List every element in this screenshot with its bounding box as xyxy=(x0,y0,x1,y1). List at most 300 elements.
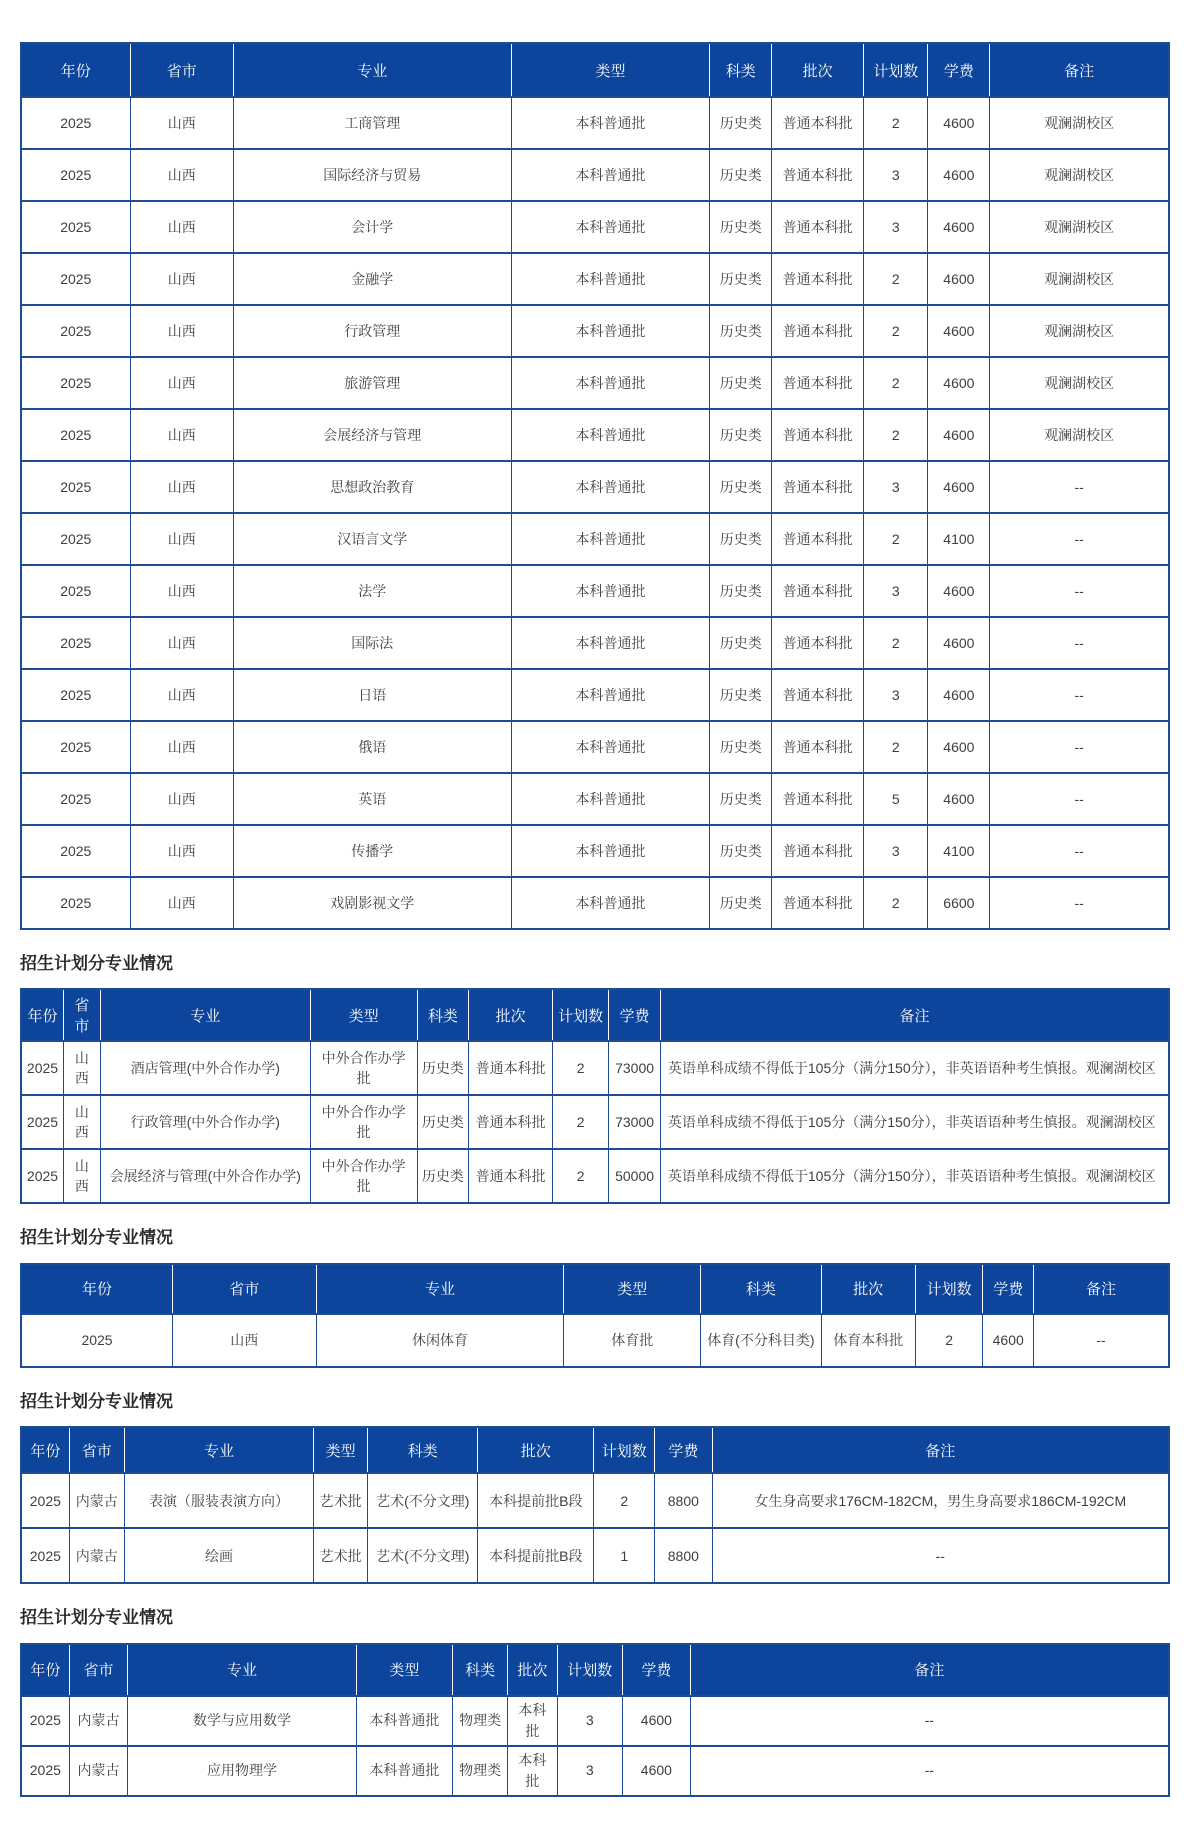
column-header: 备注 xyxy=(690,1644,1169,1696)
table-cell: 2025 xyxy=(21,1746,69,1796)
table-cell: 山西 xyxy=(130,513,233,565)
table-cell: 普通本科批 xyxy=(772,149,864,201)
column-header: 计划数 xyxy=(557,1644,622,1696)
table-cell: 观澜湖校区 xyxy=(990,201,1169,253)
table-row xyxy=(21,1696,1169,1746)
table-cell: 山西 xyxy=(130,773,233,825)
table-cell: 历史类 xyxy=(710,513,772,565)
table-cell: 会展经济与管理 xyxy=(233,409,511,461)
shanxi-sports-table xyxy=(20,1263,1170,1368)
column-header: 年份 xyxy=(21,989,63,1041)
table-cell: 普通本科批 xyxy=(772,773,864,825)
column-header: 批次 xyxy=(772,43,864,97)
table-cell: -- xyxy=(990,825,1169,877)
table-cell: 历史类 xyxy=(710,305,772,357)
table-cell: 传播学 xyxy=(233,825,511,877)
table-cell: 普通本科批 xyxy=(469,1149,553,1203)
table-cell: 2025 xyxy=(21,1473,69,1528)
table-cell: 3 xyxy=(557,1746,622,1796)
column-header: 科类 xyxy=(453,1644,508,1696)
column-header: 科类 xyxy=(701,1264,822,1314)
table-cell: 2025 xyxy=(21,461,130,513)
table-cell: 2025 xyxy=(21,877,130,929)
shanxi-history-general-table xyxy=(20,42,1170,930)
table-row xyxy=(21,1528,1169,1583)
table-cell: 4600 xyxy=(928,253,990,305)
table-cell: 本科普通批 xyxy=(511,825,710,877)
table-row xyxy=(21,773,1169,825)
table-cell: 本科普通批 xyxy=(511,305,710,357)
table-cell: 普通本科批 xyxy=(772,253,864,305)
table-cell: 历史类 xyxy=(710,253,772,305)
table-cell: 山西 xyxy=(130,201,233,253)
table-cell: 本科批 xyxy=(508,1746,557,1796)
table-cell: -- xyxy=(690,1746,1169,1796)
table-cell: 日语 xyxy=(233,669,511,721)
table-cell: 观澜湖校区 xyxy=(990,149,1169,201)
table-cell: 普通本科批 xyxy=(469,1095,553,1149)
section-shanxi-sports xyxy=(20,1228,1170,1367)
table-cell: 历史类 xyxy=(710,461,772,513)
table-cell: -- xyxy=(1033,1314,1169,1367)
table-cell: 山西 xyxy=(130,253,233,305)
table-wrap-shanxi-sports xyxy=(20,1263,1170,1368)
table-cell: 英语单科成绩不得低于105分（满分150分），非英语语种考生慎报。观澜湖校区 xyxy=(660,1095,1169,1149)
table-cell: 2025 xyxy=(21,149,130,201)
table-cell: 山西 xyxy=(130,565,233,617)
column-header: 省市 xyxy=(69,1427,124,1473)
table-cell: -- xyxy=(990,721,1169,773)
column-header: 年份 xyxy=(21,43,130,97)
table-cell: 3 xyxy=(864,565,928,617)
table-cell: 2025 xyxy=(21,617,130,669)
table-cell: 本科普通批 xyxy=(511,721,710,773)
table-cell: 普通本科批 xyxy=(772,825,864,877)
table-cell: 本科普通批 xyxy=(511,669,710,721)
table-cell: 2 xyxy=(864,513,928,565)
table-cell: -- xyxy=(990,669,1169,721)
header-row xyxy=(21,43,1169,97)
table-row xyxy=(21,1314,1169,1367)
table-cell: 2025 xyxy=(21,357,130,409)
table-cell: 普通本科批 xyxy=(772,669,864,721)
table-cell: -- xyxy=(990,877,1169,929)
table-cell: 普通本科批 xyxy=(772,357,864,409)
table-cell: 4600 xyxy=(928,721,990,773)
header-row xyxy=(21,989,1169,1041)
column-header: 科类 xyxy=(368,1427,478,1473)
table-cell: 4600 xyxy=(928,409,990,461)
table-cell: 2025 xyxy=(21,669,130,721)
table-cell: 普通本科批 xyxy=(772,617,864,669)
column-header: 专业 xyxy=(128,1644,356,1696)
table-cell: 英语 xyxy=(233,773,511,825)
table-row xyxy=(21,617,1169,669)
table-cell: -- xyxy=(712,1528,1169,1583)
table-cell: 本科普通批 xyxy=(356,1746,452,1796)
table-cell: 2 xyxy=(864,253,928,305)
table-cell: 73000 xyxy=(609,1095,661,1149)
table-row xyxy=(21,669,1169,721)
column-header: 学费 xyxy=(609,989,661,1041)
table-cell: 数学与应用数学 xyxy=(128,1696,356,1746)
section-heading: 招生计划分专业情况 xyxy=(20,954,173,973)
table-cell: 3 xyxy=(864,669,928,721)
table-cell: 行政管理 xyxy=(233,305,511,357)
table-cell: 2 xyxy=(552,1149,608,1203)
table-cell: 艺术(不分文理) xyxy=(368,1473,478,1528)
table-cell: 会展经济与管理(中外合作办学) xyxy=(100,1149,310,1203)
table-cell: 山西 xyxy=(130,305,233,357)
table-cell: 历史类 xyxy=(710,877,772,929)
table-row xyxy=(21,201,1169,253)
table-row xyxy=(21,721,1169,773)
column-header: 批次 xyxy=(821,1264,915,1314)
table-cell: 山西 xyxy=(130,149,233,201)
table-cell: 普通本科批 xyxy=(772,877,864,929)
table-row xyxy=(21,253,1169,305)
table-cell: 思想政治教育 xyxy=(233,461,511,513)
table-cell: 本科普通批 xyxy=(511,513,710,565)
table-row xyxy=(21,1746,1169,1796)
table-row xyxy=(21,461,1169,513)
table-cell: 山西 xyxy=(130,721,233,773)
table-cell: 英语单科成绩不得低于105分（满分150分），非英语语种考生慎报。观澜湖校区 xyxy=(660,1041,1169,1095)
section-shanxi-sino-foreign xyxy=(20,954,1170,1204)
table-cell: 历史类 xyxy=(710,721,772,773)
table-cell: 山西 xyxy=(130,357,233,409)
table-cell: 内蒙古 xyxy=(69,1746,128,1796)
table-cell: 历史类 xyxy=(710,357,772,409)
table-cell: 4100 xyxy=(928,513,990,565)
table-cell: 历史类 xyxy=(417,1041,469,1095)
column-header: 学费 xyxy=(928,43,990,97)
table-cell: 2025 xyxy=(21,97,130,149)
table-cell: 山西 xyxy=(173,1314,316,1367)
table-cell: 73000 xyxy=(609,1041,661,1095)
table-cell: 物理类 xyxy=(453,1696,508,1746)
table-cell: 艺术批 xyxy=(314,1473,368,1528)
column-header: 学费 xyxy=(983,1264,1034,1314)
table-cell: 2025 xyxy=(21,1149,63,1203)
column-header: 省市 xyxy=(63,989,100,1041)
table-cell: 普通本科批 xyxy=(469,1041,553,1095)
table-cell: 2025 xyxy=(21,409,130,461)
column-header: 省市 xyxy=(173,1264,316,1314)
table-cell: 4600 xyxy=(928,617,990,669)
table-cell: 绘画 xyxy=(124,1528,313,1583)
column-header: 类型 xyxy=(314,1427,368,1473)
column-header: 计划数 xyxy=(915,1264,983,1314)
column-header: 备注 xyxy=(712,1427,1169,1473)
table-cell: 戏剧影视文学 xyxy=(233,877,511,929)
table-row xyxy=(21,1095,1169,1149)
table-cell: 本科普通批 xyxy=(511,357,710,409)
table-cell: 历史类 xyxy=(417,1149,469,1203)
table-cell: 历史类 xyxy=(710,669,772,721)
table-cell: 观澜湖校区 xyxy=(990,305,1169,357)
table-cell: 2 xyxy=(552,1041,608,1095)
table-cell: 工商管理 xyxy=(233,97,511,149)
table-cell: 本科普通批 xyxy=(511,149,710,201)
table-cell: 4600 xyxy=(928,565,990,617)
table-cell: 山西 xyxy=(130,97,233,149)
neimenggu-physics-table xyxy=(20,1643,1170,1797)
column-header: 专业 xyxy=(124,1427,313,1473)
table-cell: 国际经济与贸易 xyxy=(233,149,511,201)
table-cell: -- xyxy=(990,461,1169,513)
table-cell: 物理类 xyxy=(453,1746,508,1796)
table-cell: 山西 xyxy=(130,409,233,461)
table-cell: 2025 xyxy=(21,305,130,357)
table-cell: 艺术批 xyxy=(314,1528,368,1583)
column-header: 科类 xyxy=(710,43,772,97)
table-cell: 会计学 xyxy=(233,201,511,253)
table-cell: 2025 xyxy=(21,1041,63,1095)
table-cell: 本科普通批 xyxy=(356,1696,452,1746)
table-cell: 4600 xyxy=(623,1696,691,1746)
column-header: 科类 xyxy=(417,989,469,1041)
table-cell: 历史类 xyxy=(417,1095,469,1149)
table-cell: 历史类 xyxy=(710,565,772,617)
table-row xyxy=(21,409,1169,461)
table-cell: 6600 xyxy=(928,877,990,929)
header-row xyxy=(21,1644,1169,1696)
table-cell: 内蒙古 xyxy=(69,1473,124,1528)
column-header: 学费 xyxy=(655,1427,712,1473)
table-cell: 本科批 xyxy=(508,1696,557,1746)
column-header: 年份 xyxy=(21,1644,69,1696)
neimenggu-art-table xyxy=(20,1426,1170,1584)
section-neimenggu-physics xyxy=(20,1608,1170,1796)
table-cell: 山西 xyxy=(130,669,233,721)
table-row xyxy=(21,825,1169,877)
table-row xyxy=(21,1041,1169,1095)
table-cell: 8800 xyxy=(655,1528,712,1583)
table-cell: 2025 xyxy=(21,1528,69,1583)
table-cell: 金融学 xyxy=(233,253,511,305)
column-header: 省市 xyxy=(130,43,233,97)
table-cell: 2 xyxy=(864,721,928,773)
column-header: 学费 xyxy=(623,1644,691,1696)
section-neimenggu-art xyxy=(20,1392,1170,1584)
table-cell: 山西 xyxy=(63,1149,100,1203)
table-cell: 中外合作办学批 xyxy=(310,1095,417,1149)
table-cell: 2 xyxy=(915,1314,983,1367)
column-header: 批次 xyxy=(478,1427,594,1473)
table-cell: 普通本科批 xyxy=(772,305,864,357)
table-cell: -- xyxy=(990,513,1169,565)
table-cell: 4600 xyxy=(928,669,990,721)
table-wrap-shanxi-general xyxy=(20,42,1170,930)
table-cell: -- xyxy=(990,773,1169,825)
table-cell: 内蒙古 xyxy=(69,1528,124,1583)
table-cell: 2025 xyxy=(21,513,130,565)
table-wrap-neimenggu-art xyxy=(20,1426,1170,1584)
table-cell: 3 xyxy=(557,1696,622,1746)
table-cell: 内蒙古 xyxy=(69,1696,128,1746)
table-cell: 2 xyxy=(552,1095,608,1149)
table-row xyxy=(21,1473,1169,1528)
column-header: 专业 xyxy=(233,43,511,97)
table-cell: 本科普通批 xyxy=(511,201,710,253)
table-cell: 法学 xyxy=(233,565,511,617)
column-header: 计划数 xyxy=(594,1427,655,1473)
table-cell: 本科普通批 xyxy=(511,773,710,825)
table-cell: 表演（服装表演方向） xyxy=(124,1473,313,1528)
table-cell: 历史类 xyxy=(710,97,772,149)
column-header: 计划数 xyxy=(552,989,608,1041)
table-cell: 体育批 xyxy=(564,1314,701,1367)
column-header: 备注 xyxy=(1033,1264,1169,1314)
table-cell: 2 xyxy=(594,1473,655,1528)
table-cell: 历史类 xyxy=(710,409,772,461)
table-cell: 山西 xyxy=(130,461,233,513)
table-cell: 山西 xyxy=(63,1041,100,1095)
table-row xyxy=(21,149,1169,201)
table-cell: 观澜湖校区 xyxy=(990,409,1169,461)
table-cell: 历史类 xyxy=(710,149,772,201)
column-header: 类型 xyxy=(511,43,710,97)
table-cell: 行政管理(中外合作办学) xyxy=(100,1095,310,1149)
table-cell: 山西 xyxy=(130,617,233,669)
table-cell: -- xyxy=(690,1696,1169,1746)
table-cell: 普通本科批 xyxy=(772,201,864,253)
section-heading: 招生计划分专业情况 xyxy=(20,1391,173,1411)
table-cell: 俄语 xyxy=(233,721,511,773)
table-wrap-shanxi-sino-foreign xyxy=(20,988,1170,1204)
table-cell: 本科普通批 xyxy=(511,565,710,617)
table-cell: 本科普通批 xyxy=(511,253,710,305)
table-cell: 1 xyxy=(594,1528,655,1583)
table-cell: 山西 xyxy=(63,1095,100,1149)
column-header: 批次 xyxy=(469,989,553,1041)
table-cell: 休闲体育 xyxy=(316,1314,564,1367)
table-cell: 2 xyxy=(864,97,928,149)
table-row xyxy=(21,513,1169,565)
table-cell: 2025 xyxy=(21,1696,69,1746)
table-cell: 2025 xyxy=(21,773,130,825)
table-cell: 普通本科批 xyxy=(772,409,864,461)
table-cell: 2 xyxy=(864,617,928,669)
column-header: 年份 xyxy=(21,1264,173,1314)
table-cell: 4600 xyxy=(928,149,990,201)
table-cell: 本科普通批 xyxy=(511,409,710,461)
table-cell: 历史类 xyxy=(710,773,772,825)
table-cell: 2 xyxy=(864,877,928,929)
table-cell: 4600 xyxy=(623,1746,691,1796)
column-header: 类型 xyxy=(356,1644,452,1696)
table-row xyxy=(21,877,1169,929)
table-cell: 中外合作办学批 xyxy=(310,1041,417,1095)
table-cell: 4600 xyxy=(983,1314,1034,1367)
column-header: 年份 xyxy=(21,1427,69,1473)
table-cell: -- xyxy=(990,617,1169,669)
section-heading: 招生计划分专业情况 xyxy=(20,1608,173,1628)
table-cell: 本科提前批B段 xyxy=(478,1528,594,1583)
table-cell: 2025 xyxy=(21,201,130,253)
table-row xyxy=(21,97,1169,149)
table-cell: 2025 xyxy=(21,1095,63,1149)
table-cell: 2 xyxy=(864,409,928,461)
column-header: 计划数 xyxy=(864,43,928,97)
table-cell: 4600 xyxy=(928,461,990,513)
table-cell: 观澜湖校区 xyxy=(990,357,1169,409)
table-cell: 3 xyxy=(864,149,928,201)
table-cell: 历史类 xyxy=(710,825,772,877)
column-header: 备注 xyxy=(660,989,1169,1041)
table-cell: 3 xyxy=(864,461,928,513)
header-row xyxy=(21,1427,1169,1473)
table-cell: 山西 xyxy=(130,877,233,929)
table-cell: 体育本科批 xyxy=(821,1314,915,1367)
table-cell: 4600 xyxy=(928,201,990,253)
table-cell: 观澜湖校区 xyxy=(990,253,1169,305)
table-cell: 2 xyxy=(864,357,928,409)
table-cell: 普通本科批 xyxy=(772,721,864,773)
table-cell: 3 xyxy=(864,201,928,253)
column-header: 省市 xyxy=(69,1644,128,1696)
section-shanxi-general xyxy=(20,42,1170,930)
table-cell: 本科普通批 xyxy=(511,461,710,513)
table-cell: 普通本科批 xyxy=(772,461,864,513)
table-cell: 普通本科批 xyxy=(772,513,864,565)
table-cell: 8800 xyxy=(655,1473,712,1528)
column-header: 类型 xyxy=(310,989,417,1041)
table-cell: 普通本科批 xyxy=(772,97,864,149)
table-cell: 本科普通批 xyxy=(511,877,710,929)
table-cell: 2025 xyxy=(21,1314,173,1367)
table-cell: -- xyxy=(990,565,1169,617)
column-header: 备注 xyxy=(990,43,1169,97)
table-cell: 2025 xyxy=(21,721,130,773)
table-row xyxy=(21,565,1169,617)
table-cell: 历史类 xyxy=(710,617,772,669)
column-header: 专业 xyxy=(316,1264,564,1314)
table-cell: 历史类 xyxy=(710,201,772,253)
table-cell: 酒店管理(中外合作办学) xyxy=(100,1041,310,1095)
table-cell: 5 xyxy=(864,773,928,825)
table-cell: 汉语言文学 xyxy=(233,513,511,565)
table-cell: 4600 xyxy=(928,97,990,149)
header-row xyxy=(21,1264,1169,1314)
table-cell: 2025 xyxy=(21,565,130,617)
column-header: 批次 xyxy=(508,1644,557,1696)
table-cell: 英语单科成绩不得低于105分（满分150分），非英语语种考生慎报。观澜湖校区 xyxy=(660,1149,1169,1203)
table-cell: 本科普通批 xyxy=(511,97,710,149)
table-cell: 应用物理学 xyxy=(128,1746,356,1796)
table-cell: 山西 xyxy=(130,825,233,877)
table-cell: 本科普通批 xyxy=(511,617,710,669)
table-cell: 2 xyxy=(864,305,928,357)
column-header: 类型 xyxy=(564,1264,701,1314)
table-wrap-neimenggu-physics xyxy=(20,1643,1170,1797)
table-cell: 普通本科批 xyxy=(772,565,864,617)
table-cell: 3 xyxy=(864,825,928,877)
table-cell: 2025 xyxy=(21,825,130,877)
table-cell: 观澜湖校区 xyxy=(990,97,1169,149)
column-header: 专业 xyxy=(100,989,310,1041)
table-cell: 旅游管理 xyxy=(233,357,511,409)
table-cell: 中外合作办学批 xyxy=(310,1149,417,1203)
table-cell: 体育(不分科目类) xyxy=(701,1314,822,1367)
table-cell: 女生身高要求176CM-182CM，男生身高要求186CM-192CM xyxy=(712,1473,1169,1528)
table-cell: 4600 xyxy=(928,773,990,825)
table-cell: 4600 xyxy=(928,357,990,409)
table-cell: 本科提前批B段 xyxy=(478,1473,594,1528)
shanxi-sino-foreign-table xyxy=(20,988,1170,1204)
table-row xyxy=(21,1149,1169,1203)
